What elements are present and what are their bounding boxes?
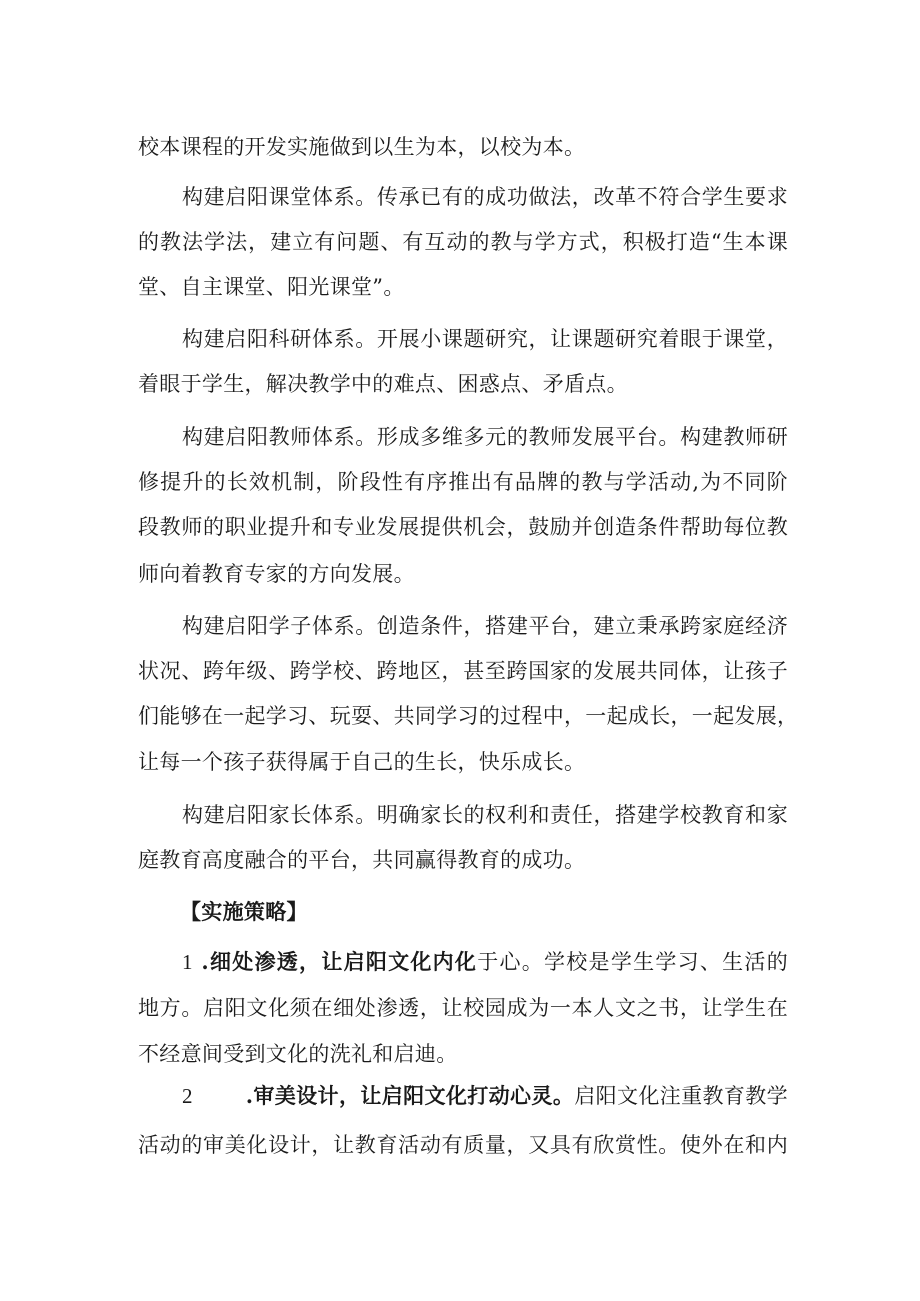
paragraph-line: 堂、自主课堂、阳光课堂”。 — [138, 275, 405, 299]
list-item-2-line — [182, 1082, 788, 1110]
paragraph-line: 状况、跨年级、跨学校、跨地区，甚至跨国家的发展共同体，让孩子 — [138, 659, 788, 683]
paragraph-line: 构建启阳学子体系。创造条件，搭建平台，建立秉承跨家庭经济 — [182, 614, 788, 638]
list-item-text: 于心。学校是学生学习、生活的 — [477, 950, 788, 974]
list-item-title: .细处渗透，让启阳文化内化 — [192, 949, 478, 974]
list-item-number: 1 — [182, 950, 193, 974]
paragraph-line: 地方。启阳文化须在细处渗透，让校园成为一本人文之书，让学生在 — [138, 996, 788, 1020]
list-item-number: 2 — [182, 1084, 193, 1108]
paragraph-line: 着眼于学生，解决教学中的难点、困惑点、矛盾点。 — [138, 372, 628, 396]
paragraph-line: 庭教育高度融合的平台，共同赢得教育的成功。 — [138, 848, 586, 872]
paragraph-line: 校本课程的开发实施做到以生为本，以校为本。 — [138, 135, 586, 159]
paragraph-line: 构建启阳课堂体系。传承已有的成功做法，改革不符合学生要求 — [182, 185, 788, 209]
paragraph-line: 不经意间受到文化的洗礼和启迪。 — [138, 1042, 458, 1066]
paragraph-line: 段教师的职业提升和专业发展提供机会，鼓励并创造条件帮助每位教 — [138, 515, 788, 539]
list-item-1-line — [182, 948, 788, 976]
paragraph-line: 构建启阳家长体系。明确家长的权利和责任，搭建学校教育和家 — [182, 803, 788, 827]
paragraph-line: 活动的审美化设计，让教育活动有质量，又具有欣赏性。使外在和内 — [138, 1133, 788, 1157]
paragraph-line: 让每一个孩子获得属于自己的生长，快乐成长。 — [138, 750, 586, 774]
paragraph-line: 构建启阳科研体系。开展小课题研究，让课题研究着眼于课堂， — [182, 327, 788, 351]
paragraph-line: 构建启阳教师体系。形成多维多元的教师发展平台。构建教师研 — [182, 425, 788, 449]
paragraph-line: 师向着教育专家的方向发展。 — [138, 562, 415, 586]
paragraph-line: 的教法学法，建立有问题、有互动的教与学方式，积极打造“生本课 — [138, 230, 788, 254]
paragraph-line: 们能够在一起学习、玩耍、共同学习的过程中，一起成长，一起发展， — [138, 704, 799, 728]
paragraph-line: 修提升的长效机制，阶段性有序推出有品牌的教与学活动,为不同阶 — [138, 470, 788, 494]
section-heading: 【实施策略】 — [180, 899, 308, 924]
list-item-text: 启阳文化注重教育教学 — [574, 1084, 788, 1108]
list-item-title: .审美设计，让启阳文化打动心灵。 — [238, 1083, 575, 1108]
